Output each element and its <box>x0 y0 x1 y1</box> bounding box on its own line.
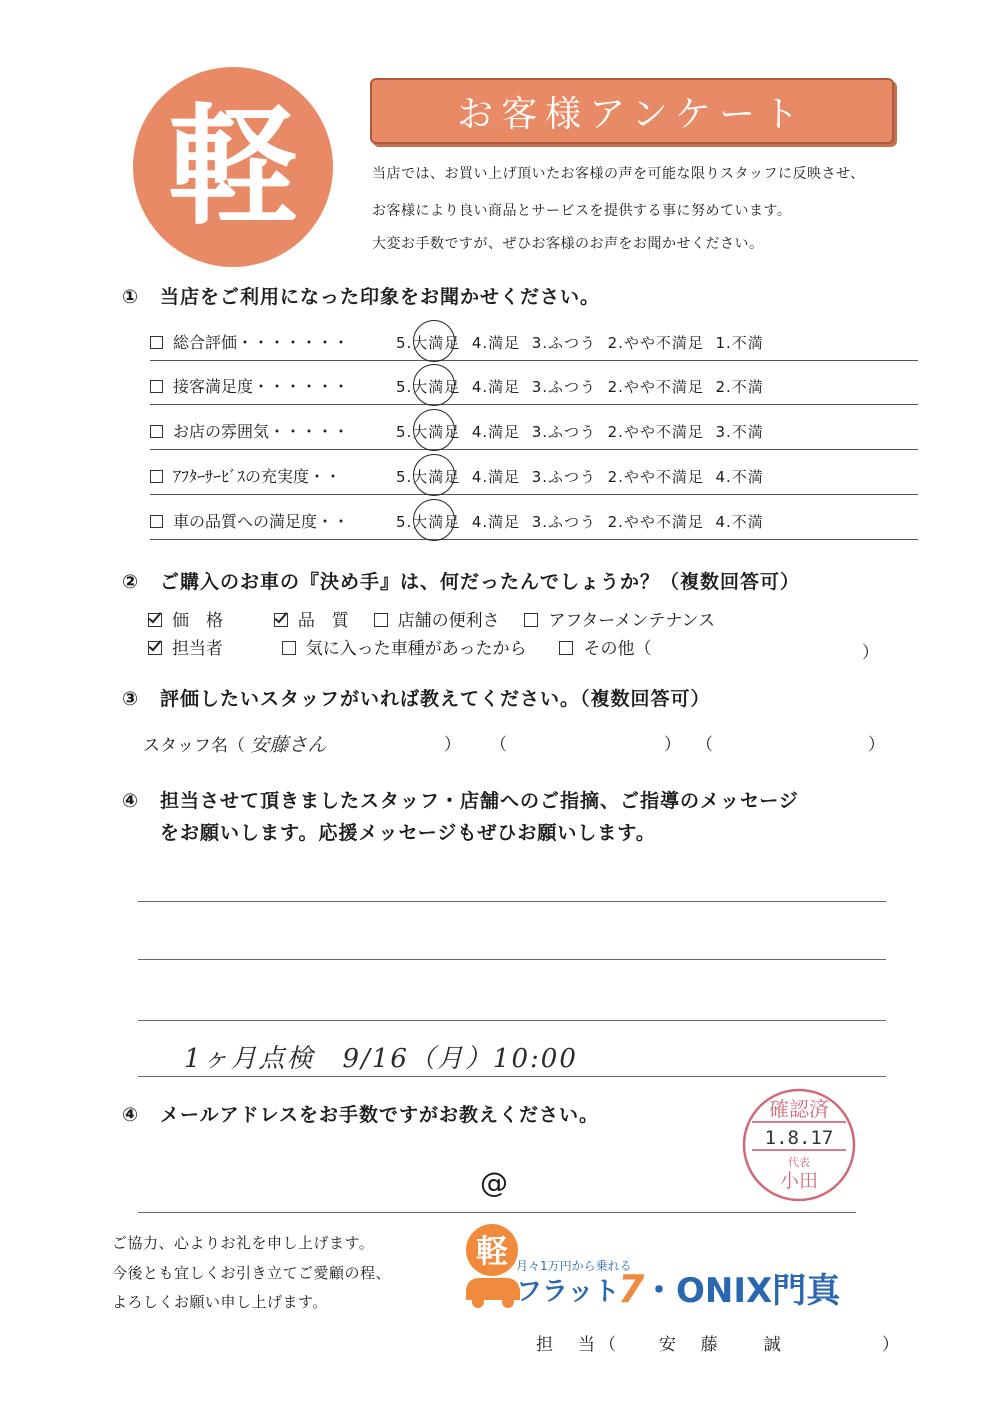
rating-row-service <box>150 374 918 405</box>
checkbox-convenience[interactable] <box>374 613 388 627</box>
selected-mark-circle <box>413 499 455 541</box>
car-icon <box>466 1278 520 1300</box>
q2-number: ② <box>122 571 140 593</box>
rating-label: ｱﾌﾀｰｻｰﾋﾞｽの充実度・・ <box>173 467 342 486</box>
selected-mark-circle <box>413 320 455 362</box>
option-model: 気に入った車種があったから <box>305 639 527 659</box>
rating-checkbox[interactable] <box>150 515 163 528</box>
message-line-1[interactable] <box>138 901 886 902</box>
rating-checkbox[interactable] <box>150 380 163 393</box>
rating-option-4[interactable]: 4.満足 <box>471 513 521 531</box>
closing-line-2: 今後とも宜しくお引き立てご愛顧の程、 <box>112 1264 392 1282</box>
stamp-name: 小田 <box>779 1170 819 1192</box>
confirmation-stamp <box>740 1086 858 1204</box>
intro-line-3: 大変お手数ですが、ぜひお客様のお声をお聞かせください。 <box>372 236 764 252</box>
brand-name-part1: フラット <box>516 1277 620 1307</box>
staff-paren-close-1: ） <box>444 735 461 755</box>
q1-number: ① <box>122 286 140 308</box>
email-line[interactable] <box>138 1212 856 1213</box>
rating-option-2[interactable]: 2.やや不満足 <box>607 423 704 441</box>
checkbox-price[interactable] <box>148 613 162 627</box>
rating-option-2[interactable]: 2.やや不満足 <box>607 468 704 486</box>
rating-option-3[interactable]: 3.ふつう <box>531 423 597 441</box>
rating-label: お店の雰囲気・・・・・ <box>173 422 350 441</box>
email-at-sign: @ <box>480 1166 508 1199</box>
rating-row-atmosphere <box>150 419 918 450</box>
brand-seven: 7 <box>618 1267 645 1311</box>
handwritten-message: 1ヶ月点検 9/16（月）10:00 <box>184 1044 578 1074</box>
message-line-2[interactable] <box>138 959 886 960</box>
selected-mark-circle <box>413 454 455 496</box>
rating-option-2[interactable]: 2.やや不満足 <box>607 334 704 352</box>
q1-heading-text: 当店をご利用になった印象をお聞かせください。 <box>160 286 601 308</box>
rating-option-2[interactable]: 2.やや不満足 <box>607 513 704 531</box>
brand-logo <box>452 1222 902 1322</box>
brand-name-part2: ・ONIX門真 <box>642 1271 841 1311</box>
staff-paren-open-2: （ <box>490 735 507 755</box>
brand-badge-char: 軽 <box>475 1232 509 1270</box>
checkbox-maintenance[interactable] <box>524 613 538 627</box>
option-staff: 担当者 <box>172 639 223 659</box>
option-other: その他（ <box>583 639 652 659</box>
q3-heading-text: 評価したいスタッフがいれば教えてください。（複数回答可） <box>160 688 711 710</box>
rating-label: 接客満足度・・・・・・ <box>173 377 350 396</box>
message-line-3[interactable] <box>138 1020 886 1021</box>
rating-option-3[interactable]: 3.ふつう <box>531 334 597 352</box>
q5-heading-text: メールアドレスをお手数ですがお教えください。 <box>160 1104 600 1126</box>
q4-heading-line-1: 担当させて頂きましたスタッフ・店舗へのご指摘、ご指導のメッセージ <box>160 790 799 812</box>
q4-heading-line-2: をお願いします。応援メッセージもぜひお願いします。 <box>160 822 656 844</box>
rating-row-overall <box>150 330 918 361</box>
rating-option-4[interactable]: 4.満足 <box>471 378 521 396</box>
q1-heading <box>122 282 600 309</box>
staff-name-value[interactable]: 安藤さん <box>250 734 327 756</box>
rating-option-1[interactable]: 2.不満 <box>715 378 764 396</box>
closing-line-3: よろしくお願い申し上げます。 <box>112 1293 328 1311</box>
message-line-4[interactable] <box>138 1076 886 1077</box>
q3-number: ③ <box>122 688 140 710</box>
tantou-name: 安 藤 誠 <box>658 1335 785 1355</box>
q5-number: ④ <box>122 1104 140 1126</box>
rating-option-1[interactable]: 4.不満 <box>715 513 764 531</box>
q2-options-line-1 <box>148 606 715 631</box>
rating-option-1[interactable]: 1.不満 <box>715 334 764 352</box>
selected-mark-circle <box>413 409 455 451</box>
kei-logo-char: 軽 <box>167 91 299 243</box>
staff-name-label: スタッフ名（ <box>143 736 245 756</box>
option-price: 価 格 <box>172 611 223 631</box>
rating-option-3[interactable]: 3.ふつう <box>531 513 597 531</box>
q4-heading <box>122 786 799 813</box>
q2-options-line-2 <box>148 634 651 659</box>
survey-title: お客様アンケート <box>370 78 894 144</box>
tantou-label: 担 当（ <box>536 1335 620 1355</box>
rating-checkbox[interactable] <box>150 470 163 483</box>
rating-option-5[interactable]: 5.大満足 <box>396 513 461 531</box>
checkbox-model[interactable] <box>282 641 296 655</box>
selected-mark-circle <box>413 364 455 406</box>
rating-option-5[interactable]: 5.大満足 <box>396 378 461 396</box>
rating-checkbox[interactable] <box>150 425 163 438</box>
rating-option-1[interactable]: 3.不満 <box>715 423 764 441</box>
rating-option-4[interactable]: 4.満足 <box>471 468 521 486</box>
rating-option-4[interactable]: 4.満足 <box>471 334 521 352</box>
option-quality: 品 質 <box>297 611 349 631</box>
rating-option-5[interactable]: 5.大満足 <box>396 468 461 486</box>
checkbox-staff[interactable] <box>148 641 162 655</box>
staff-paren-open-3: （ <box>696 735 713 755</box>
staff-in-charge <box>536 1330 785 1355</box>
rating-row-quality <box>150 509 918 540</box>
rating-option-4[interactable]: 4.満足 <box>471 423 521 441</box>
rating-option-1[interactable]: 4.不満 <box>715 468 764 486</box>
tantou-paren-close: ） <box>882 1335 903 1355</box>
intro-line-2: お客様により良い商品とサービスを提供する事に努めています。 <box>372 203 792 219</box>
staff-paren-close-2: ） <box>664 735 681 755</box>
q5-heading <box>122 1100 599 1127</box>
checkbox-quality[interactable] <box>274 613 288 627</box>
staff-paren-close-3: ） <box>868 735 885 755</box>
rating-row-aftersales <box>150 464 918 495</box>
rating-label: 総合評価・・・・・・・ <box>173 333 350 352</box>
q2-heading <box>122 567 800 594</box>
intro-line-1: 当店では、お買い上げ頂いたお客様の声を可能な限りスタッフに反映させ、 <box>372 166 865 182</box>
closing-line-1: ご協力、心よりお礼を申し上げます。 <box>112 1234 375 1252</box>
checkbox-other[interactable] <box>559 641 573 655</box>
q4-number: ④ <box>122 790 140 812</box>
stamp-date: 1.8.17 <box>764 1127 834 1149</box>
rating-option-3[interactable]: 3.ふつう <box>531 468 597 486</box>
stamp-top: 確認済 <box>769 1097 829 1121</box>
rating-option-5[interactable]: 5.大満足 <box>396 334 461 352</box>
rating-option-2[interactable]: 2.やや不満足 <box>607 378 704 396</box>
option-maintenance: アフターメンテナンス <box>548 611 716 631</box>
rating-label: 車の品質への満足度・・ <box>173 512 350 531</box>
other-paren-close: ） <box>862 643 879 663</box>
option-convenience: 店舗の便利さ <box>397 611 500 631</box>
kei-logo <box>128 62 338 272</box>
rating-option-5[interactable]: 5.大満足 <box>396 423 461 441</box>
rating-option-3[interactable]: 3.ふつう <box>531 378 597 396</box>
rating-checkbox[interactable] <box>150 336 163 349</box>
brand-tagline: 月々1万円から乗れる <box>516 1259 632 1273</box>
q3-heading <box>122 684 711 711</box>
staff-name-row <box>143 730 326 757</box>
stamp-role: 代表 <box>788 1156 810 1169</box>
q2-heading-text: ご購入のお車の『決め手』は、何だったんでしょうか？（複数回答可） <box>160 571 801 593</box>
